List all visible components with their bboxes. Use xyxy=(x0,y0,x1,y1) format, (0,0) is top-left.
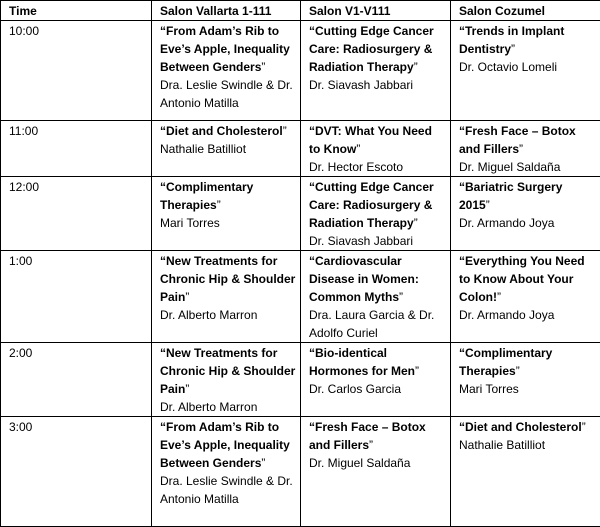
closing-quote: ” xyxy=(519,142,523,156)
session-title xyxy=(459,418,596,436)
session-title xyxy=(160,178,296,214)
session-title xyxy=(160,22,296,76)
session-title-text: “Bio-identical Hormones for Men xyxy=(309,346,415,378)
session-cell xyxy=(301,121,451,177)
closing-quote: ” xyxy=(356,142,360,156)
table-row xyxy=(1,121,600,177)
session-cell xyxy=(301,21,451,121)
closing-quote: ” xyxy=(261,60,265,74)
closing-quote: ” xyxy=(414,60,418,74)
session-title-text: “New Treatments for Chronic Hip & Shoulder Pain xyxy=(160,254,295,304)
session-title xyxy=(160,122,296,140)
session-title xyxy=(309,418,446,454)
session-title xyxy=(309,178,446,232)
session-speaker: Dr. Octavio Lomeli xyxy=(459,58,596,76)
time-cell: 10:00 xyxy=(1,21,152,121)
closing-quote: ” xyxy=(369,438,373,452)
session-speaker: Dra. Leslie Swindle & Dr. Antonio Matilla xyxy=(160,76,296,112)
session-title xyxy=(459,178,596,214)
session-title-text: “DVT: What You Need to Know xyxy=(309,124,432,156)
session-speaker: Dr. Siavash Jabbari xyxy=(309,76,446,94)
time-cell: 12:00 xyxy=(1,177,152,251)
session-speaker: Nathalie Batilliot xyxy=(160,140,296,158)
closing-quote: ” xyxy=(486,198,490,212)
session-title-text: “From Adam’s Rib to Eve’s Apple, Inequality Between Genders xyxy=(160,24,290,74)
session-cell xyxy=(152,417,301,527)
session-title xyxy=(309,344,446,380)
session-cell xyxy=(301,343,451,417)
table-row xyxy=(1,251,600,343)
time-cell: 2:00 xyxy=(1,343,152,417)
table-row xyxy=(1,21,600,121)
closing-quote: ” xyxy=(415,364,419,378)
session-cell xyxy=(152,177,301,251)
session-speaker: Dra. Leslie Swindle & Dr. Antonio Matilla xyxy=(160,472,296,508)
session-cell xyxy=(451,121,600,177)
session-title-text: “Trends in Implant Dentistry xyxy=(459,24,564,56)
time-cell: 11:00 xyxy=(1,121,152,177)
session-title-text: “New Treatments for Chronic Hip & Shoulder Pain xyxy=(160,346,295,396)
closing-quote: ” xyxy=(497,290,501,304)
session-cell xyxy=(451,251,600,343)
session-title-text: “Diet and Cholesterol xyxy=(459,420,582,434)
closing-quote: ” xyxy=(185,290,189,304)
session-title xyxy=(309,122,446,158)
table-row xyxy=(1,343,600,417)
session-speaker: Dr. Alberto Marron xyxy=(160,306,296,324)
session-cell xyxy=(451,343,600,417)
closing-quote: ” xyxy=(414,216,418,230)
header-time: Time xyxy=(1,1,152,21)
session-speaker: Nathalie Batilliot xyxy=(459,436,596,454)
schedule-body xyxy=(1,21,600,527)
session-speaker: Dra. Laura Garcia & Dr. Adolfo Curiel xyxy=(309,306,446,342)
session-title-text: “From Adam’s Rib to Eve’s Apple, Inequality Between Genders xyxy=(160,420,290,470)
session-speaker: Mari Torres xyxy=(160,214,296,232)
table-row xyxy=(1,417,600,527)
session-title xyxy=(459,344,596,380)
table-row xyxy=(1,177,600,251)
closing-quote: ” xyxy=(185,382,189,396)
header-room: Salon Vallarta 1-111 xyxy=(152,1,301,21)
session-title xyxy=(309,22,446,76)
session-speaker: Dr. Miguel Saldaña xyxy=(309,454,446,472)
session-title-text: “Complimentary Therapies xyxy=(459,346,552,378)
session-title xyxy=(309,252,446,306)
closing-quote: ” xyxy=(582,420,586,434)
session-speaker: Dr. Alberto Marron xyxy=(160,398,296,416)
session-title-text: “Cutting Edge Cancer Care: Radiosurgery & Radiation Therapy xyxy=(309,24,434,74)
session-title-text: “Everything You Need to Know About Your Colon! xyxy=(459,254,585,304)
session-title xyxy=(459,252,596,306)
session-speaker: Dr. Miguel Saldaña xyxy=(459,158,596,176)
time-cell: 3:00 xyxy=(1,417,152,527)
closing-quote: ” xyxy=(283,124,287,138)
session-cell xyxy=(152,251,301,343)
session-title xyxy=(160,418,296,472)
time-cell: 1:00 xyxy=(1,251,152,343)
session-cell xyxy=(301,417,451,527)
session-title-text: “Cutting Edge Cancer Care: Radiosurgery & Radiation Therapy xyxy=(309,180,434,230)
session-title xyxy=(160,344,296,398)
session-cell xyxy=(451,21,600,121)
session-speaker: Dr. Armando Joya xyxy=(459,214,596,232)
session-speaker: Dr. Carlos Garcia xyxy=(309,380,446,398)
header-room: Salon V1-V111 xyxy=(301,1,451,21)
closing-quote: ” xyxy=(261,456,265,470)
session-cell xyxy=(152,121,301,177)
closing-quote: ” xyxy=(516,364,520,378)
session-title-text: “Cardiovascular Disease in Women: Common Myths xyxy=(309,254,419,304)
closing-quote: ” xyxy=(511,42,515,56)
session-title xyxy=(459,122,596,158)
session-cell xyxy=(152,21,301,121)
session-speaker: Dr. Siavash Jabbari xyxy=(309,232,446,250)
session-title-text: “Fresh Face – Botox and Fillers xyxy=(309,420,426,452)
session-title xyxy=(459,22,596,58)
closing-quote: ” xyxy=(217,198,221,212)
session-cell xyxy=(152,343,301,417)
session-cell xyxy=(451,417,600,527)
session-title-text: “Fresh Face – Botox and Fillers xyxy=(459,124,576,156)
session-cell xyxy=(451,177,600,251)
header-row xyxy=(1,1,600,21)
header-room: Salon Cozumel xyxy=(451,1,600,21)
session-speaker: Dr. Armando Joya xyxy=(459,306,596,324)
closing-quote: ” xyxy=(399,290,403,304)
session-title-text: “Complimentary Therapies xyxy=(160,180,253,212)
session-title-text: “Bariatric Surgery 2015 xyxy=(459,180,562,212)
session-speaker: Mari Torres xyxy=(459,380,596,398)
session-cell xyxy=(301,251,451,343)
session-title-text: “Diet and Cholesterol xyxy=(160,124,283,138)
session-speaker: Dr. Hector Escoto xyxy=(309,158,446,176)
session-title xyxy=(160,252,296,306)
session-cell xyxy=(301,177,451,251)
